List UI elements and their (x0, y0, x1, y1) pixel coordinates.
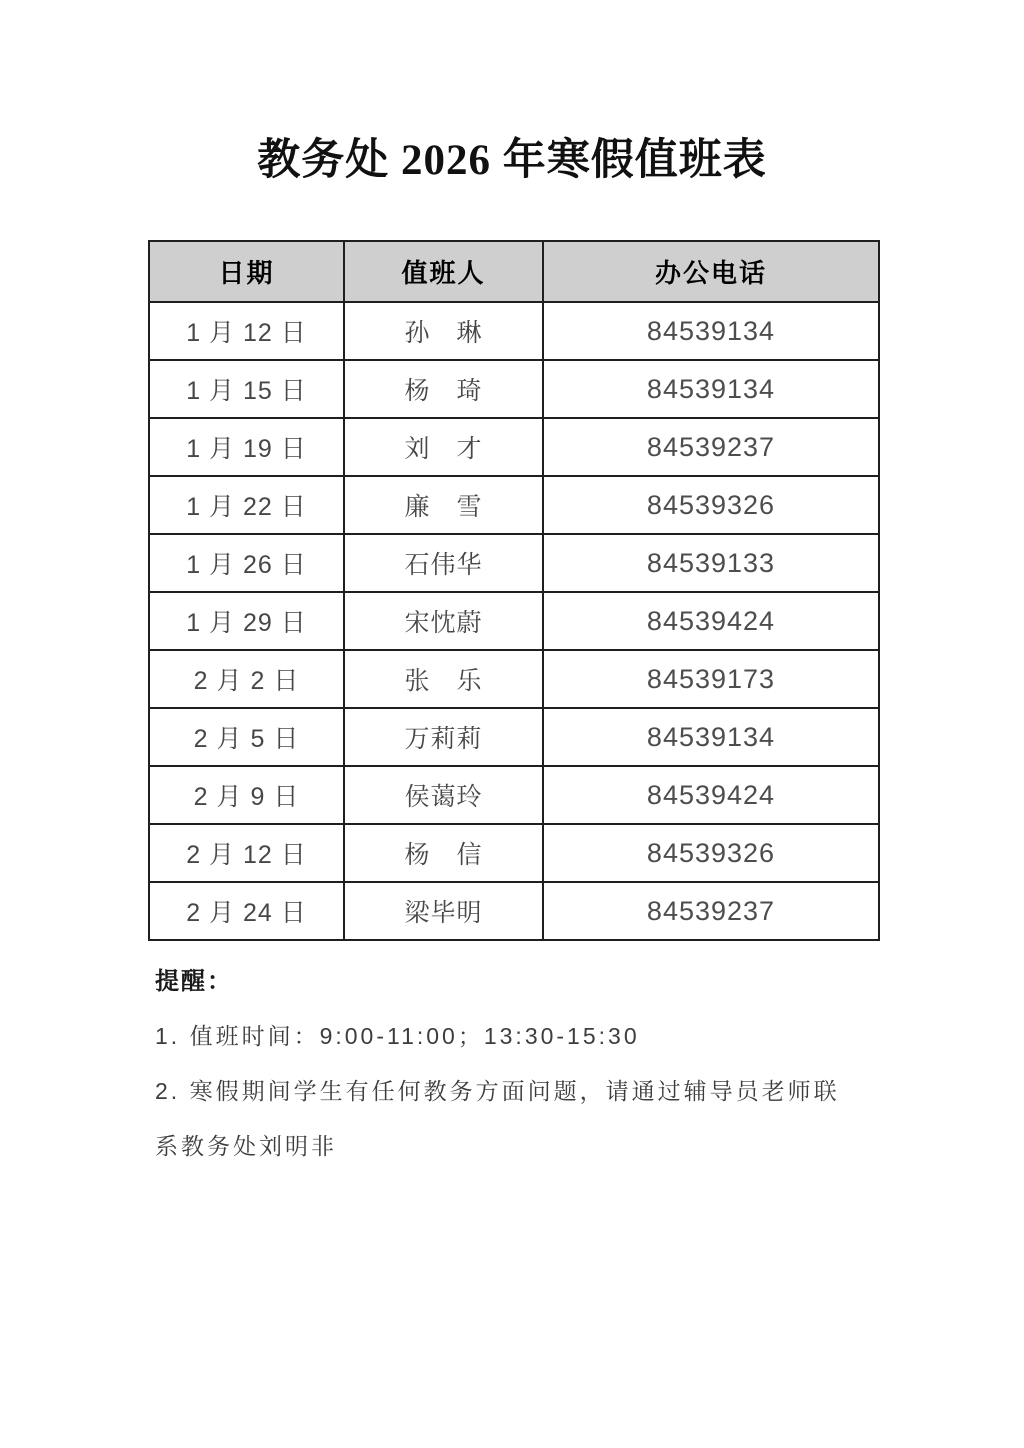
table-row (149, 824, 879, 882)
table-row (149, 302, 879, 360)
cell-phone: 84539424 (543, 592, 879, 650)
cell-phone: 84539134 (543, 360, 879, 418)
cell-person: 石伟华 (344, 534, 543, 592)
notes-section (155, 955, 857, 1174)
table-row (149, 592, 879, 650)
cell-date: 2 月 12 日 (149, 824, 344, 882)
cell-person: 刘 才 (344, 418, 543, 476)
cell-person: 张 乐 (344, 650, 543, 708)
page-title: 教务处 2026 年寒假值班表 (257, 137, 767, 184)
table-row (149, 360, 879, 418)
cell-date: 1 月 12 日 (149, 302, 344, 360)
cell-phone: 84539237 (543, 882, 879, 940)
cell-date: 2 月 24 日 (149, 882, 344, 940)
cell-phone: 84539133 (543, 534, 879, 592)
cell-phone: 84539134 (543, 302, 879, 360)
table-row (149, 476, 879, 534)
cell-date: 1 月 15 日 (149, 360, 344, 418)
table-header-row (149, 241, 879, 302)
cell-date: 2 月 2 日 (149, 650, 344, 708)
notes-heading: 提醒： (155, 968, 233, 995)
cell-phone: 84539237 (543, 418, 879, 476)
table-row (149, 882, 879, 940)
duty-table (148, 240, 880, 941)
cell-person: 廉 雪 (344, 476, 543, 534)
cell-date: 1 月 29 日 (149, 592, 344, 650)
cell-person: 宋忱蔚 (344, 592, 543, 650)
column-header-date: 日期 (149, 241, 344, 302)
cell-date: 1 月 26 日 (149, 534, 344, 592)
note-item: 1. 值班时间：9:00-11:00；13:30-15:30 (155, 1023, 640, 1049)
cell-date: 2 月 9 日 (149, 766, 344, 824)
cell-phone: 84539173 (543, 650, 879, 708)
table-row (149, 650, 879, 708)
notes-list (155, 1009, 857, 1174)
column-header-phone: 办公电话 (543, 241, 879, 302)
cell-phone: 84539326 (543, 476, 879, 534)
cell-person: 侯蔼玲 (344, 766, 543, 824)
cell-person: 万莉莉 (344, 708, 543, 766)
cell-date: 2 月 5 日 (149, 708, 344, 766)
note-item: 2. 寒假期间学生有任何教务方面问题，请通过辅导员老师联系教务处刘明非 (155, 1078, 840, 1159)
cell-phone: 84539424 (543, 766, 879, 824)
cell-person: 梁毕明 (344, 882, 543, 940)
cell-person: 杨 信 (344, 824, 543, 882)
cell-phone: 84539134 (543, 708, 879, 766)
table-row (149, 418, 879, 476)
table-row (149, 708, 879, 766)
table-row (149, 534, 879, 592)
cell-date: 1 月 19 日 (149, 418, 344, 476)
column-header-person: 值班人 (344, 241, 543, 302)
cell-person: 孙 琳 (344, 302, 543, 360)
duty-table-body (149, 302, 879, 940)
table-row (149, 766, 879, 824)
cell-date: 1 月 22 日 (149, 476, 344, 534)
cell-person: 杨 琦 (344, 360, 543, 418)
cell-phone: 84539326 (543, 824, 879, 882)
